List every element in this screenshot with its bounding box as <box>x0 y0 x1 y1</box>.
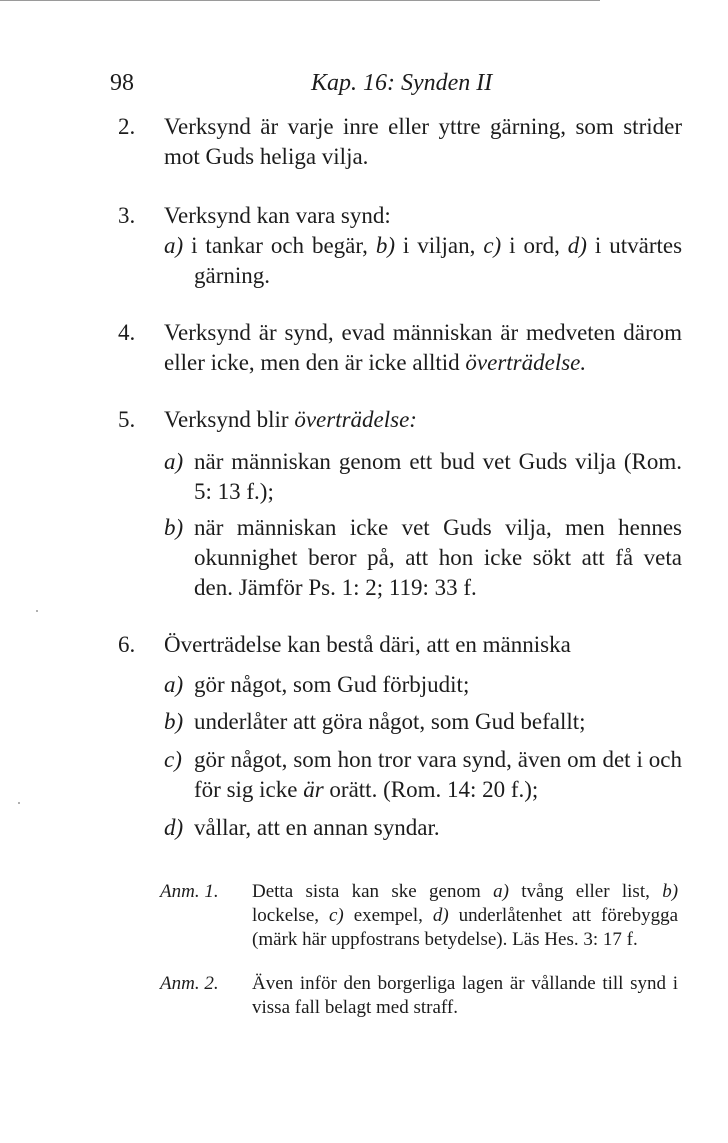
item-5-letter-b: b) <box>164 515 184 540</box>
item-3-text-b: i viljan, <box>402 233 476 258</box>
item-5-emphasis: överträdelse: <box>294 407 417 432</box>
running-title: Kap. 16: Synden II <box>311 70 493 96</box>
item-3-subitem-list <box>164 231 683 291</box>
item-3-number: 3. <box>118 203 136 228</box>
item-4 <box>118 318 682 378</box>
item-3-letter-d: d) <box>567 233 587 258</box>
item-6-text: Överträdelse kan bestå däri, att en människa <box>164 632 571 657</box>
item-5-text-a: när människan genom ett bud vet Guds vilja (Rom. 5: 13 f.); <box>194 449 682 504</box>
note-1-letter-a: a) <box>493 881 509 902</box>
note-2-text: Även inför den borgerliga lagen är vållande till synd i vissa fall belagt med straff. <box>252 973 678 1018</box>
item-6-text-b: underlåter att göra något, som Gud befallt; <box>194 709 586 734</box>
item-5-text: Verksynd blir <box>164 407 289 432</box>
item-6-subitem-b <box>164 707 682 737</box>
margin-speck <box>18 802 20 804</box>
margin-speck <box>36 610 38 612</box>
item-5-paragraph <box>164 405 682 435</box>
item-6 <box>118 630 682 660</box>
item-4-paragraph <box>164 318 682 378</box>
item-5 <box>118 405 682 435</box>
item-6-text-c-after: orätt. (Rom. 14: 20 f.); <box>329 777 539 802</box>
item-2-text: Verksynd är varje inre eller yttre gärning, som strider mot Guds heliga vilja. <box>164 114 682 169</box>
note-1-part-5: underlåtenhet att förebygga (märk här uppfostrans betydelse). Läs Hes. 3: 17 f. <box>252 905 679 950</box>
item-5-subitem-b <box>164 513 682 603</box>
item-3-text-a: i tankar och begär, <box>191 233 368 258</box>
item-6-emphasis-c: är <box>303 777 324 802</box>
item-6-letter-c: c) <box>164 747 182 772</box>
note-1 <box>160 880 678 952</box>
item-6-letter-b: b) <box>164 709 184 734</box>
item-3-text-c: i ord, <box>509 233 560 258</box>
item-6-text-a: gör något, som Gud förbjudit; <box>194 672 470 697</box>
item-3-subitems <box>164 231 682 291</box>
item-6-number: 6. <box>118 632 136 657</box>
item-2-number: 2. <box>118 114 136 139</box>
item-6-letter-a: a) <box>164 672 184 697</box>
item-6-subitem-c <box>164 745 682 805</box>
note-1-part-1: Detta sista kan ske genom <box>252 881 481 902</box>
note-1-part-4: exempel, <box>353 905 423 926</box>
item-4-emphasis: överträdelse. <box>465 350 587 375</box>
item-6-text-d: vållar, att en annan syndar. <box>194 815 440 840</box>
item-5-subitem-a <box>164 447 682 507</box>
item-6-paragraph-c <box>194 745 682 805</box>
note-1-label: Anm. 1. <box>160 881 219 902</box>
page-header <box>110 70 690 100</box>
note-1-text <box>252 880 678 952</box>
item-3-text: Verksynd kan vara synd: <box>164 203 391 228</box>
item-6-letter-d: d) <box>164 815 184 840</box>
item-6-subitem-d <box>164 813 682 843</box>
item-5-number: 5. <box>118 407 136 432</box>
note-2 <box>160 972 678 1020</box>
note-1-letter-c: c) <box>329 905 344 926</box>
note-1-part-2: tvång eller list, <box>521 881 650 902</box>
item-5-letter-a: a) <box>164 449 184 474</box>
note-1-letter-d: d) <box>432 905 449 926</box>
item-6-text-c-before: gör något, som hon tror vara synd, även om det i och för sig icke <box>194 747 682 802</box>
page-top-rule <box>0 0 600 1</box>
item-4-text: Verksynd är synd, evad människan är medveten därom eller icke, men den är icke alltid <box>164 320 682 375</box>
page-number: 98 <box>110 70 134 96</box>
item-3-letter-b: b) <box>375 233 395 258</box>
item-3 <box>118 201 682 231</box>
item-5-text-b: när människan icke vet Guds vilja, men hennes okunnighet beror på, att hon icke sökt att få veta den. Jämför Ps. 1: 2; 119: 33 f. <box>194 515 682 600</box>
item-4-number: 4. <box>118 320 136 345</box>
note-2-label: Anm. 2. <box>160 973 219 994</box>
item-3-letter-c: c) <box>483 233 502 258</box>
note-1-letter-b: b) <box>662 881 679 902</box>
item-2 <box>118 112 682 172</box>
item-6-subitem-a <box>164 670 682 700</box>
item-3-letter-a: a) <box>164 233 184 258</box>
note-1-part-3: lockelse, <box>252 905 320 926</box>
item-3-text-d: i utvärtes gärning. <box>194 233 683 288</box>
